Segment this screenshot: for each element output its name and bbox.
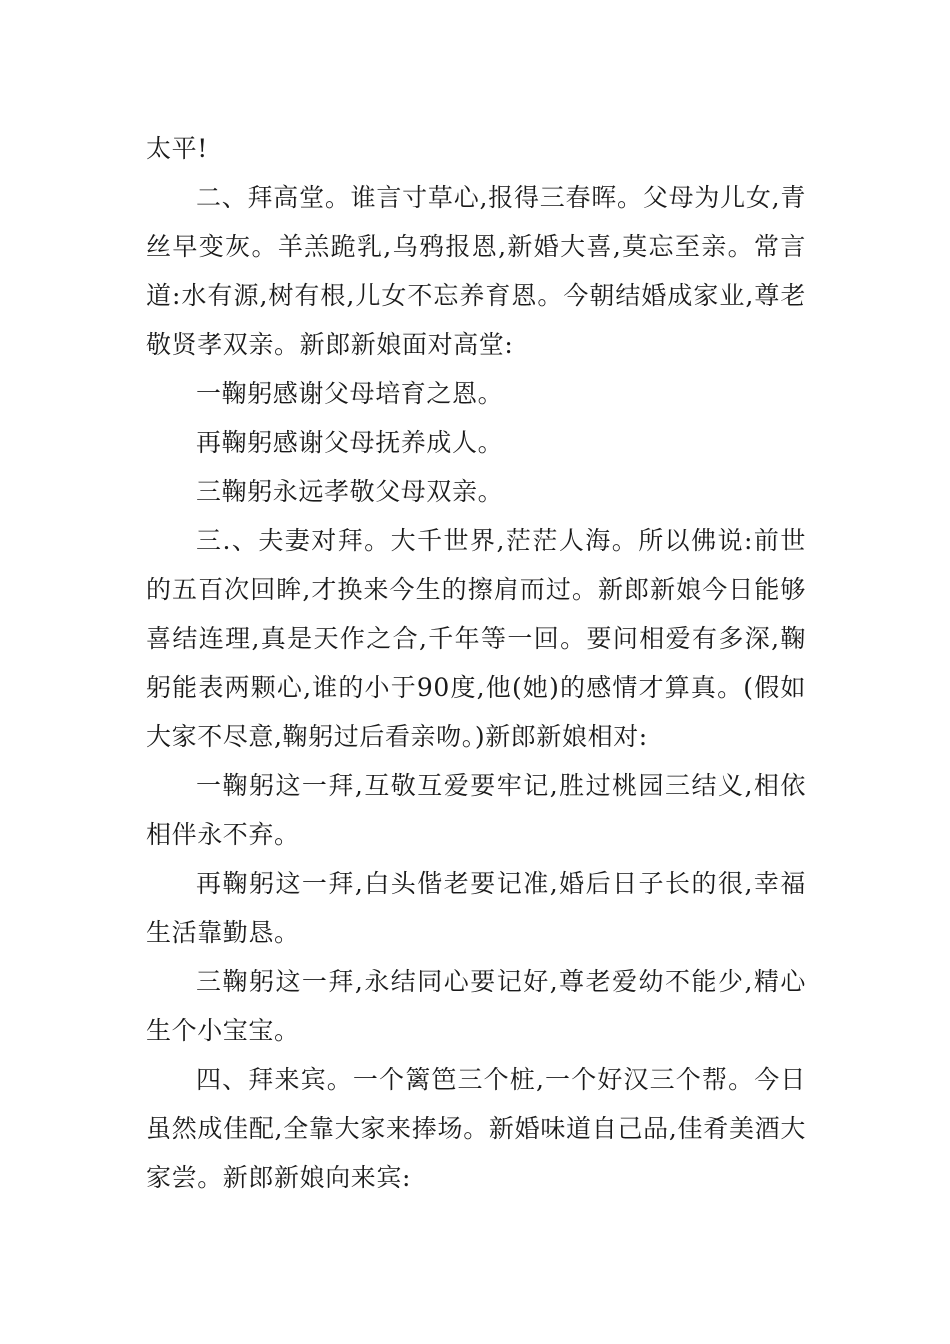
paragraph-bai-gaotang: 二、拜高堂。谁言寸草心,报得三春晖。父母为儿女,青丝早变灰。羊羔跪乳,乌鸦报恩,新婚大喜,莫忘至亲。常言道:水有源,树有根,儿女不忘养育恩。今朝结婚成家业,尊老敬贤孝双亲。新郎新娘面对高堂: xyxy=(146,183,806,359)
paragraph-fuqi-bow-3: 三鞠躬这一拜,永结同心要记好,尊老爱幼不能少,精心生个小宝宝。 xyxy=(146,967,806,1045)
paragraph-fuqi-bow-2: 再鞠躬这一拜,白头偕老要记准,婚后日子长的很,幸福生活靠勤恳。 xyxy=(146,869,806,947)
paragraph-bai-laibin: 四、拜来宾。一个篱笆三个桩,一个好汉三个帮。今日虽然成佳配,全靠大家来捧场。新婚味道自己品,佳肴美酒大家尝。新郎新娘向来宾: xyxy=(146,1065,806,1192)
paragraph-gaotang-bow-3: 三鞠躬永远孝敬父母双亲。 xyxy=(196,477,504,506)
paragraph-gaotang-bow-2: 再鞠躬感谢父母抚养成人。 xyxy=(196,428,504,457)
paragraph-fuqi-bow-1: 一鞠躬这一拜,互敬互爱要牢记,胜过桃园三结义,相依相伴永不弃。 xyxy=(146,771,806,849)
paragraph-fuqi-duibai: 三.、夫妻对拜。大千世界,茫茫人海。所以佛说:前世的五百次回眸,才换来今生的擦肩而过。新郎新娘今日能够喜结连理,真是天作之合,千年等一回。要问相爱有多深,鞠躬能表两颗心,谁的小于90度,他(她)的感情才算真。(假如大家不尽意,鞠躬过后看亲吻。)新郎新娘相对: xyxy=(146,526,806,751)
document-page xyxy=(146,124,806,1202)
paragraph-gaotang-bow-1: 一鞠躬感谢父母培育之恩。 xyxy=(196,379,504,408)
paragraph-continuation: 太平! xyxy=(146,134,208,163)
